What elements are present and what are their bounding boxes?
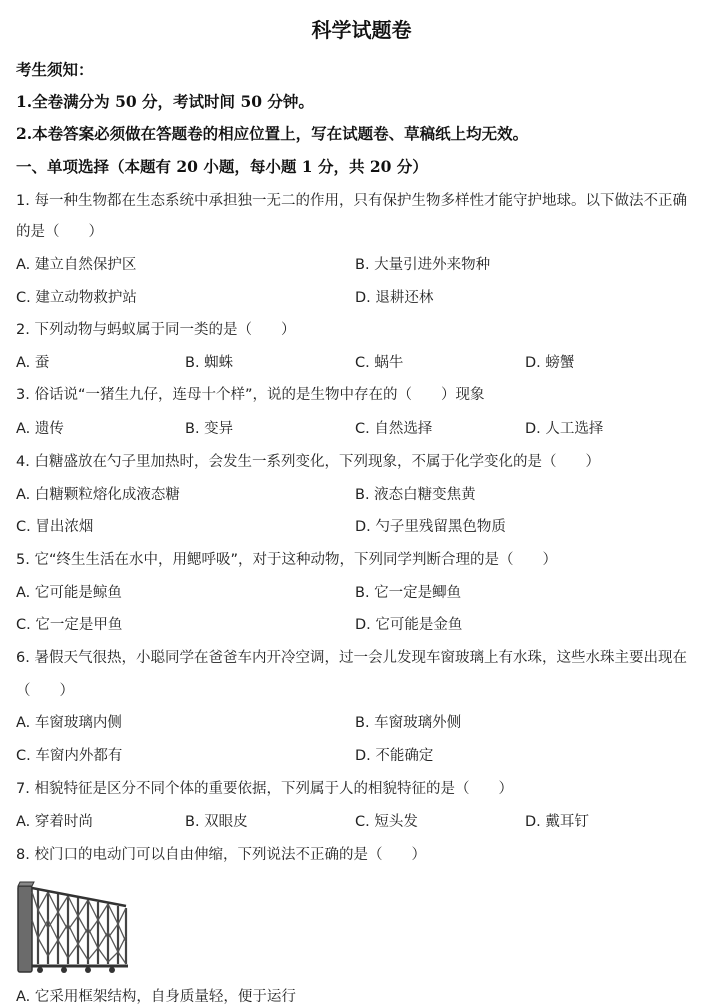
question-6-option-c: C. 车窗内外都有 (16, 748, 123, 764)
question-1-option-d: D. 退耕还林 (355, 290, 434, 306)
question-5-option-d: D. 它可能是金鱼 (355, 617, 463, 633)
question-7-option-a: A. 穿着时尚 (16, 814, 93, 830)
notice-item-2: 2.本卷答案必须做在答题卷的相应位置上，写在试题卷、草稿纸上均无效。 (16, 124, 529, 143)
question-4-stem: 4. 白糖盛放在勺子里加热时，会发生一系列变化，下列现象，不属于化学变化的是（ ） (16, 454, 600, 470)
question-7-stem: 7. 相貌特征是区分不同个体的重要依据，下列属于人的相貌特征的是（ ） (16, 781, 513, 797)
question-5-stem: 5. 它“终生生活在水中，用鳃呼吸”，对于这种动物，下列同学判断合理的是（ ） (16, 552, 557, 568)
question-1-option-b: B. 大量引进外来物种 (355, 257, 491, 273)
question-1-option-a: A. 建立自然保护区 (16, 257, 137, 273)
question-5-option-a: A. 它可能是鲸鱼 (16, 585, 122, 601)
question-3-option-c: C. 自然选择 (355, 421, 433, 437)
notice-item-1: 1.全卷满分为 50 分，考试时间 50 分钟。 (16, 92, 314, 111)
retractable-gate-figure (16, 880, 131, 976)
notice-heading: 考生须知： (16, 60, 94, 79)
question-2-stem: 2. 下列动物与蚂蚁属于同一类的是（ ） (16, 322, 296, 338)
question-3-option-a: A. 遗传 (16, 421, 64, 437)
question-6-option-b: B. 车窗玻璃外侧 (355, 715, 462, 731)
question-3-stem: 3. 俗话说“一猪生九仔，连母十个样”，说的是生物中存在的（ ）现象 (16, 387, 485, 403)
section-heading: 一、单项选择（本题有 20 小题，每小题 1 分，共 20 分） (16, 157, 428, 176)
page-title: 科学试题卷 (311, 18, 412, 42)
question-6-option-a: A. 车窗玻璃内侧 (16, 715, 122, 731)
question-6-stem-line-1: 6. 暑假天气很热，小聪同学在爸爸车内开冷空调，过一会儿发现车窗玻璃上有水珠，这些水珠主要出现在 (16, 650, 687, 666)
question-1-stem-line-2: 的是（ ） (16, 224, 103, 240)
question-4-option-b: B. 液态白糖变焦黄 (355, 487, 476, 503)
question-2-option-b: B. 蜘蛛 (185, 355, 234, 371)
question-2-option-a: A. 蚕 (16, 355, 50, 371)
question-6-option-d: D. 不能确定 (355, 748, 434, 764)
question-2-option-d: D. 螃蟹 (525, 355, 575, 371)
question-6-stem-line-2: （ ） (16, 683, 74, 699)
question-4-option-c: C. 冒出浓烟 (16, 519, 94, 535)
question-3-option-b: B. 变异 (185, 421, 234, 437)
question-7-option-b: B. 双眼皮 (185, 814, 248, 830)
question-5-option-c: C. 它一定是甲鱼 (16, 617, 123, 633)
question-2-option-c: C. 蜗牛 (355, 355, 404, 371)
question-8-option-a: A. 它采用框架结构，自身质量轻，便于运行 (16, 989, 296, 1005)
question-7-option-d: D. 戴耳钉 (525, 814, 589, 830)
question-1-option-c: C. 建立动物救护站 (16, 290, 137, 306)
question-4-option-d: D. 勺子里残留黑色物质 (355, 519, 506, 535)
question-5-option-b: B. 它一定是鲫鱼 (355, 585, 462, 601)
question-7-option-c: C. 短头发 (355, 814, 418, 830)
question-1-stem-line-1: 1. 每一种生物都在生态系统中承担独一无二的作用，只有保护生物多样性才能守护地球。以下做法不正确 (16, 193, 687, 209)
question-4-option-a: A. 白糖颗粒熔化成液态糖 (16, 487, 180, 503)
question-8-stem: 8. 校门口的电动门可以自由伸缩，下列说法不正确的是（ ） (16, 847, 426, 863)
question-3-option-d: D. 人工选择 (525, 421, 604, 437)
